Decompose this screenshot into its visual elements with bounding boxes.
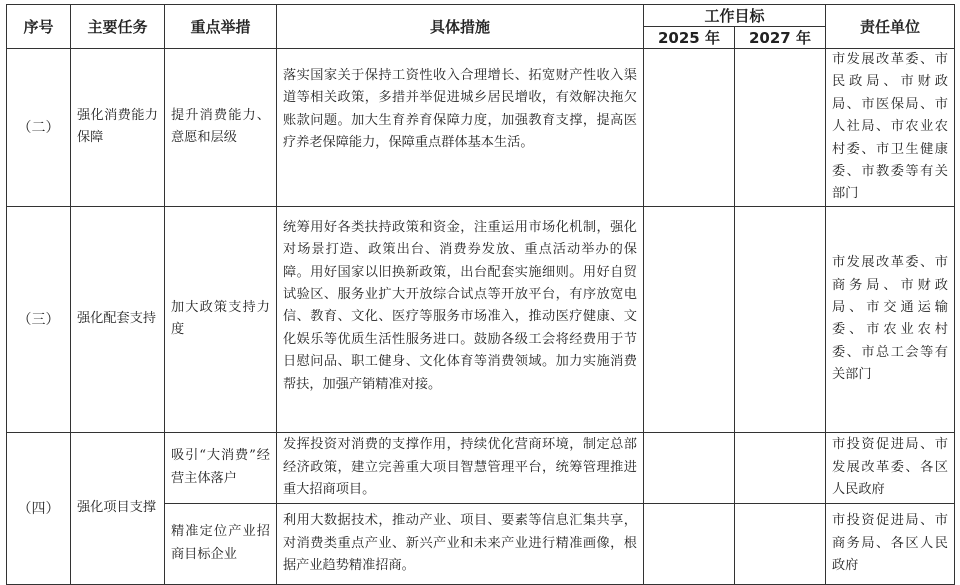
header-work-target: 工作目标 (644, 5, 826, 27)
row-responsible-unit: 市发展改革委、市商务局、市财政局、市交通运输委、市农业农村委、市总工会等有关部门 (826, 206, 955, 432)
header-responsible-unit: 责任单位 (826, 5, 955, 49)
header-main-task: 主要任务 (71, 5, 165, 49)
row-key-measure: 吸引“大消费”经营主体落户 (165, 432, 277, 503)
table-row (7, 206, 955, 432)
table-row (7, 49, 955, 207)
row-seq: （四） (7, 432, 71, 584)
row-specific-measures: 发挥投资对消费的支撑作用，持续优化营商环境，制定总部经济政策，建立完善重大项目智慧管理平台，统筹管理推进重大招商项目。 (277, 432, 644, 503)
row-seq: （二） (7, 49, 71, 207)
row-key-measure: 加大政策支持力度 (165, 206, 277, 432)
header-specific-measures: 具体措施 (277, 5, 644, 49)
row-main-task: 强化消费能力保障 (71, 49, 165, 207)
row-specific-measures: 落实国家关于保持工资性收入合理增长、拓宽财产性收入渠道等相关政策，多措并举促进城乡居民增收，有效解决拖欠账款问题。加大生育养育保障力度，加强教育支撑，提高医疗养老保障能力，保障重点群体基本生活。 (277, 49, 644, 207)
row-specific-measures: 利用大数据技术，推动产业、项目、要素等信息汇集共享，对消费类重点产业、新兴产业和未来产业进行精准画像，根据产业趋势精准招商。 (277, 503, 644, 584)
row-key-measure: 提升消费能力、意愿和层级 (165, 49, 277, 207)
row-main-task: 强化项目支撑 (71, 432, 165, 584)
table-row (7, 432, 955, 503)
policy-table-page (6, 4, 955, 585)
header-target-2025: 2025 年 (644, 27, 735, 49)
row-key-measure: 精准定位产业招商目标企业 (165, 503, 277, 584)
header-seq: 序号 (7, 5, 71, 49)
row-responsible-unit: 市投资促进局、市发展改革委、各区人民政府 (826, 432, 955, 503)
policy-task-table (6, 4, 955, 585)
row-specific-measures: 统筹用好各类扶持政策和资金，注重运用市场化机制，强化对场景打造、政策出台、消费券发放、重点活动举办的保障。用好国家以旧换新政策，出台配套实施细则。用好自贸试验区、服务业扩大开放综合试点等开放平台，有序放宽电信、教育、文化、医疗等服务市场准入，推动医疗健康、文化娱乐等优质生活性服务进口。鼓励各级工会将经费用于节日慰问品、职工健身、文化体育等消费领域。加力实施消费帮扶，加强产销精准对接。 (277, 206, 644, 432)
row-responsible-unit: 市发展改革委、市民政局、市财政局、市医保局、市人社局、市农业农村委、市卫生健康委、市教委等有关部门 (826, 49, 955, 207)
row-target-2025 (644, 206, 735, 432)
header-key-measure: 重点举措 (165, 5, 277, 49)
row-target-2027 (735, 503, 826, 584)
row-target-2027 (735, 206, 826, 432)
row-responsible-unit: 市投资促进局、市商务局、各区人民政府 (826, 503, 955, 584)
header-row-1 (7, 5, 955, 27)
row-seq: （三） (7, 206, 71, 432)
row-target-2025 (644, 49, 735, 207)
row-target-2027 (735, 49, 826, 207)
row-target-2025 (644, 503, 735, 584)
row-target-2025 (644, 432, 735, 503)
row-main-task: 强化配套支持 (71, 206, 165, 432)
row-target-2027 (735, 432, 826, 503)
header-target-2027: 2027 年 (735, 27, 826, 49)
